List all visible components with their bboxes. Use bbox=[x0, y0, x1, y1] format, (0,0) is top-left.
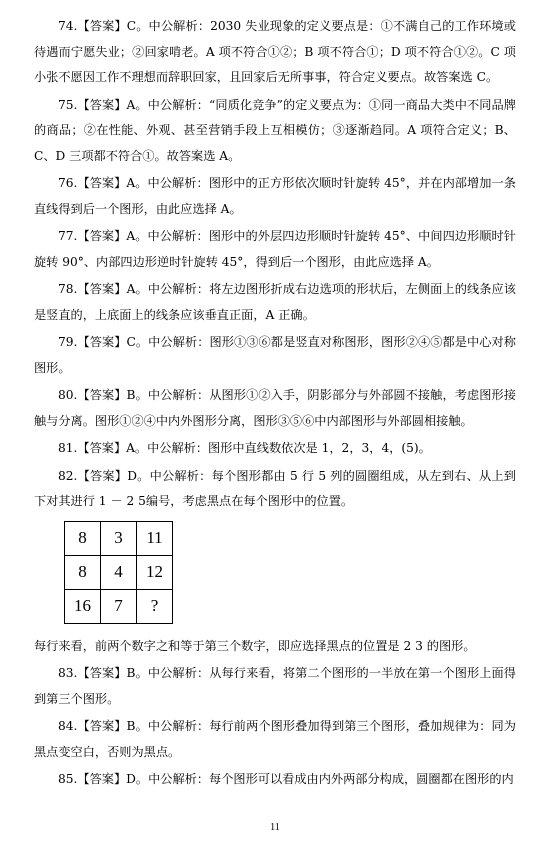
answer-82: 82.【答案】D。中公解析：每个图形都由 5 行 5 列的圆圈组成，从左到右、从上到下对其进行 1 － 2 5编号，考虑黑点在每个图形中的位置。 bbox=[34, 468, 516, 508]
grid-cell: 11 bbox=[137, 521, 173, 555]
answer-82-conclusion: 每行来看，前两个数字之和等于第三个数字，即应选择黑点的位置是 2 3 的图形。 bbox=[34, 638, 476, 653]
grid-cell: 8 bbox=[65, 521, 101, 555]
answer-83: 83.【答案】B。中公解析：从每行来看，将第二个图形的一半放在第一个图形上面得到第三个图形。 bbox=[34, 666, 516, 706]
number-grid-container bbox=[64, 521, 516, 624]
grid-cell: 7 bbox=[101, 589, 137, 623]
answer-79: 79.【答案】C。中公解析：图形①③⑥都是竖直对称图形，图形②④⑤都是中心对称图形。 bbox=[34, 335, 516, 375]
answer-74: 74.【答案】C。中公解析：2030 失业现象的定义要点是：①不满自己的工作环境或待遇而宁愿失业；②回家啃老。A 项不符合①②；B 项不符合①；D 项不符合①②。C 项小张不愿因工作不理想而辞职回家，且回家后无所事事，符合定义要点。故答案选 C。 bbox=[34, 19, 516, 84]
grid-cell: 3 bbox=[101, 521, 137, 555]
grid-row bbox=[65, 521, 173, 555]
answer-84: 84.【答案】B。中公解析：每行前两个图形叠加得到第三个图形，叠加规律为：同为黑点变空白，否则为黑点。 bbox=[34, 719, 516, 759]
number-grid bbox=[64, 521, 173, 624]
page-number: 11 bbox=[270, 822, 280, 833]
answer-75: 75.【答案】A。中公解析：“同质化竞争”的定义要点为：①同一商品大类中不同品牌的商品；②在性能、外观、甚至营销手段上互相模仿；③逐渐趋同。A 项符合定义；B、C、D 三项都不符合①。故答案选 A。 bbox=[34, 97, 516, 163]
grid-cell: 8 bbox=[65, 555, 101, 589]
grid-cell: 12 bbox=[137, 555, 173, 589]
answer-81: 81.【答案】A。中公解析：图形中直线数依次是 1，2，3，4，(5)。 bbox=[58, 441, 431, 455]
grid-row bbox=[65, 589, 173, 623]
answer-85: 85.【答案】D。中公解析：每个图形可以看成由内外两部分构成，圆圈都在图形的内 bbox=[58, 772, 514, 786]
grid-cell: 16 bbox=[65, 589, 101, 623]
answer-76: 76.【答案】A。中公解析：图形中的正方形依次顺时针旋转 45°，并在内部增加一条直线得到后一个图形，由此应选择 A。 bbox=[34, 176, 516, 216]
answer-77: 77.【答案】A。中公解析：图形中的外层四边形顺时针旋转 45°、中间四边形顺时针旋转 90°、内部四边形逆时针旋转 45°，得到后一个图形，由此应选择 A。 bbox=[34, 229, 516, 269]
grid-cell: ? bbox=[137, 589, 173, 623]
grid-cell: 4 bbox=[101, 555, 137, 589]
answer-80: 80.【答案】B。中公解析：从图形①②入手，阴影部分与外部圆不接触，考虑图形接触与分离。图形①②④中内外图形分离，图形③⑤⑥中内部图形与外部圆相接触。 bbox=[34, 388, 516, 428]
grid-row bbox=[65, 555, 173, 589]
answer-78: 78.【答案】A。中公解析：将左边图形折成右边选项的形状后，左侧面上的线条应该是竖直的，上底面上的线条应该垂直正面，A 正确。 bbox=[34, 282, 516, 322]
